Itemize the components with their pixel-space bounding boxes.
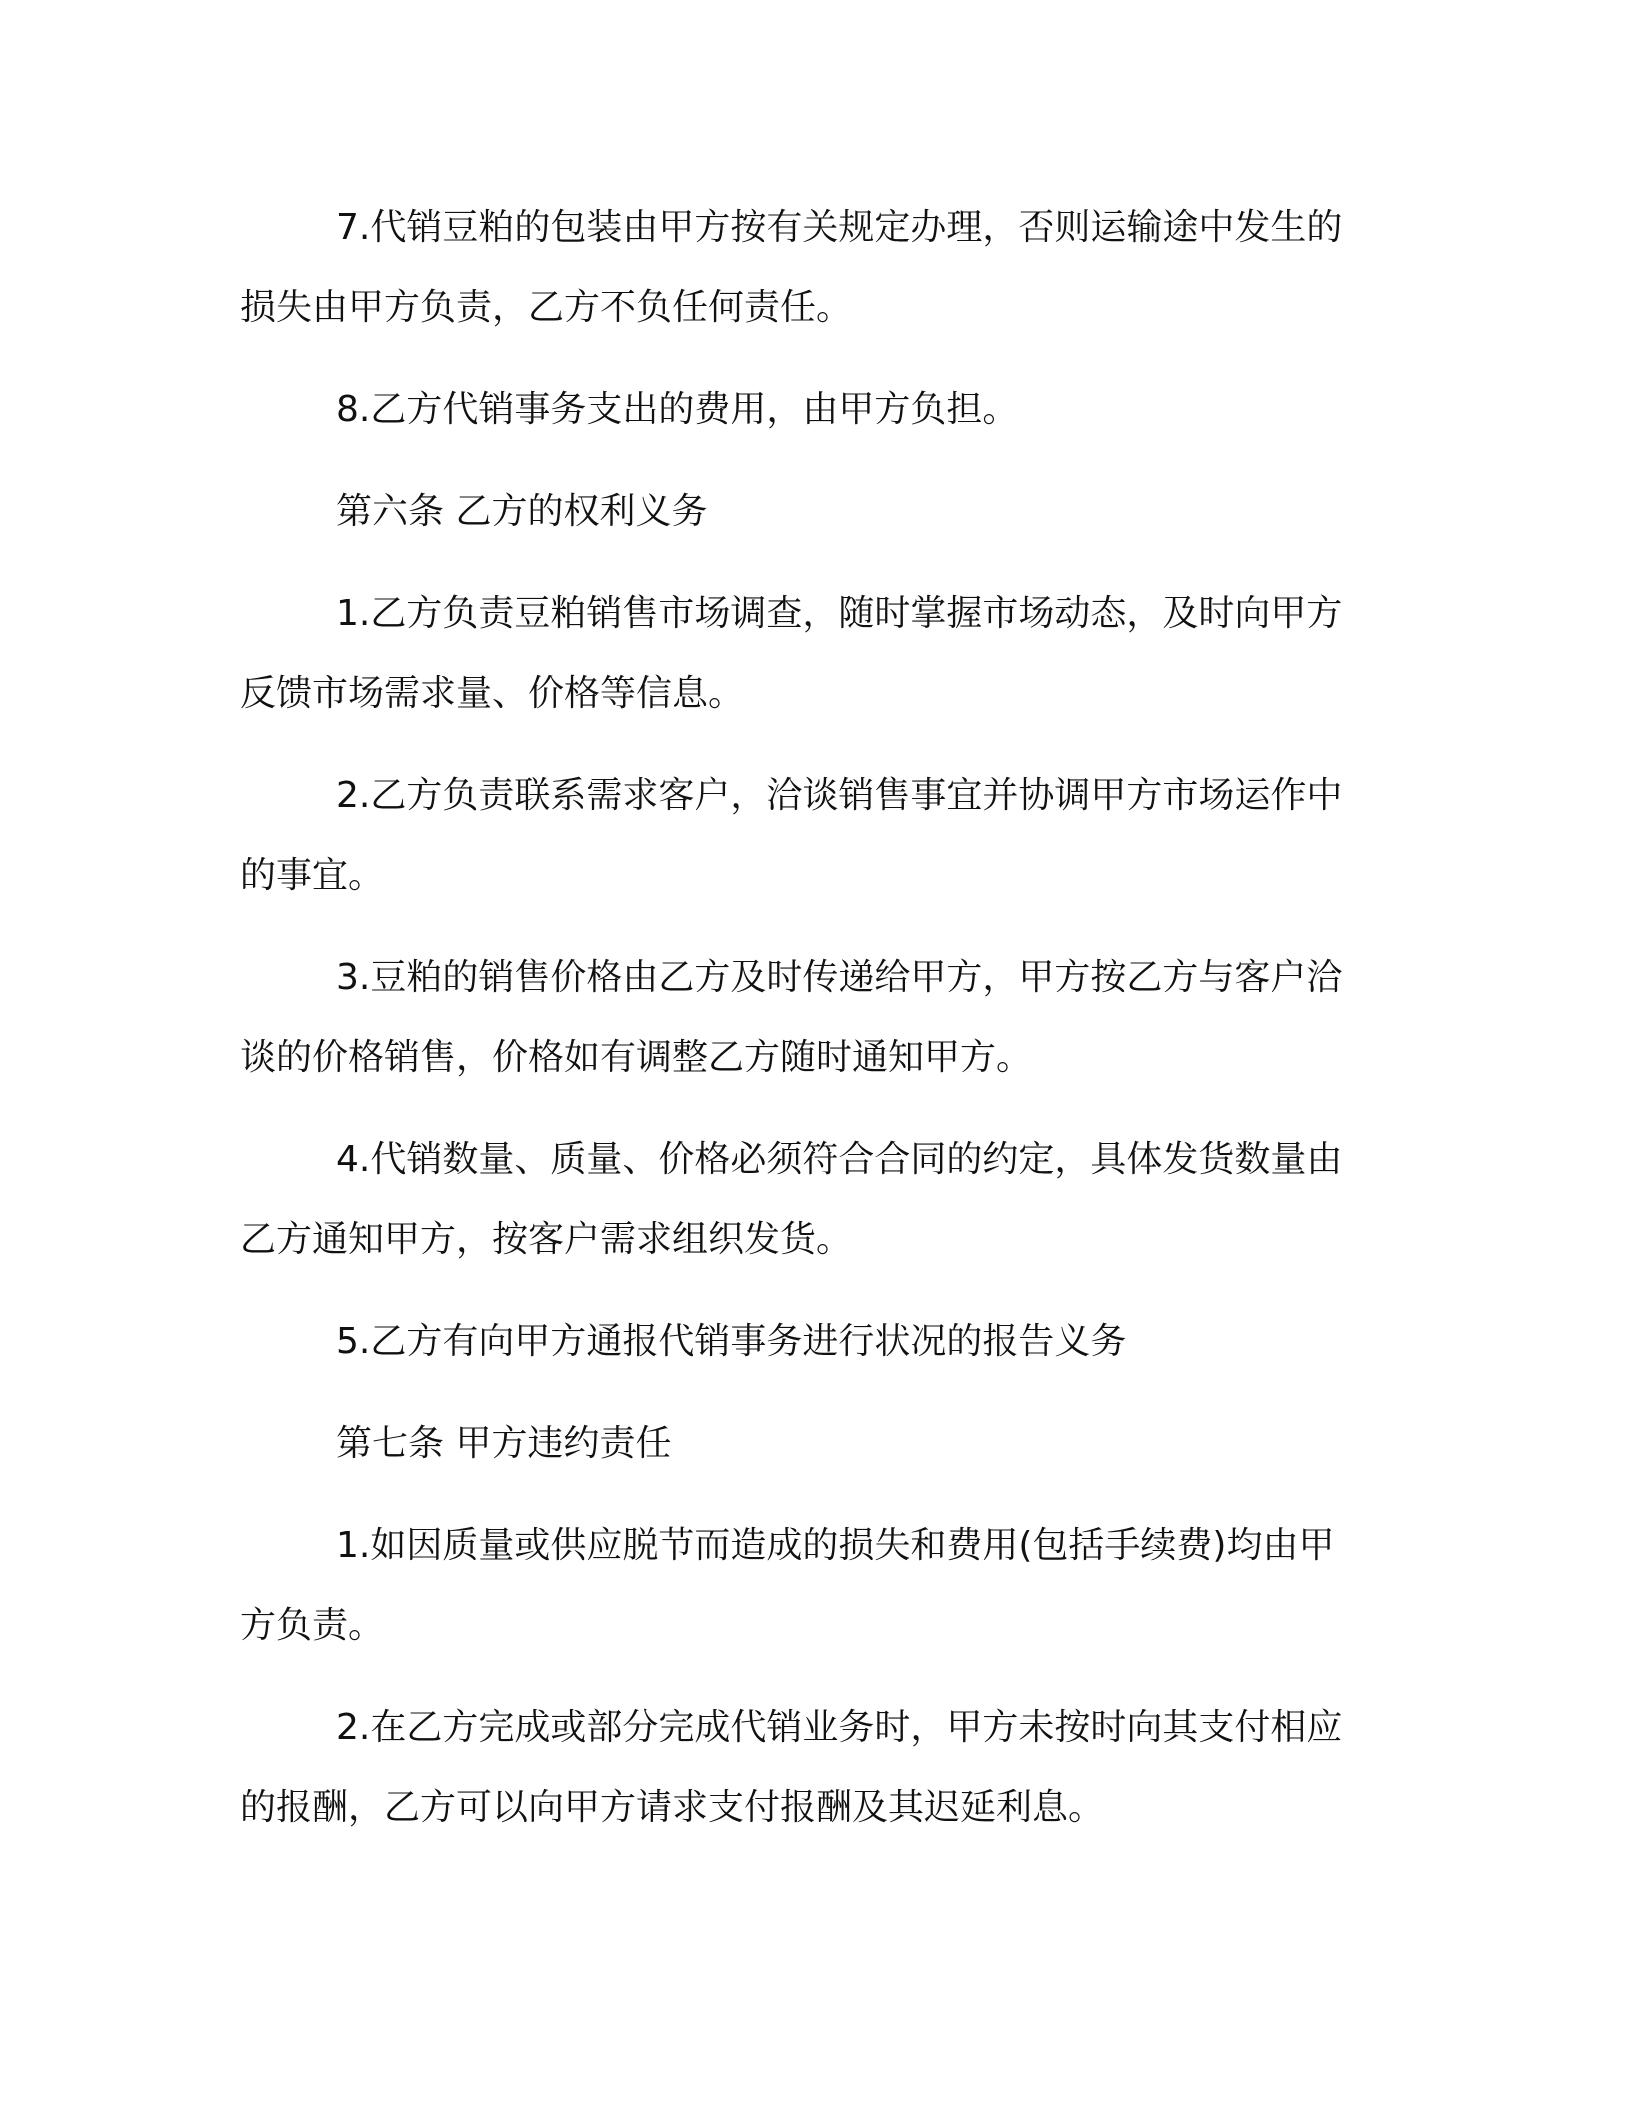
article-6-item-3: 3.豆粕的销售价格由乙方及时传递给甲方，甲方按乙方与客户洽谈的价格销售，价格如有调整乙方随时通知甲方。 xyxy=(240,957,1343,1078)
article-6-item-4: 4.代销数量、质量、价格必须符合合同的约定，具体发货数量由乙方通知甲方，按客户需求组织发货。 xyxy=(240,1139,1343,1260)
document-body xyxy=(240,188,1370,1870)
clause-5-item-8: 8.乙方代销事务支出的费用，由甲方负担。 xyxy=(336,389,1019,430)
article-6-item-5: 5.乙方有向甲方通报代销事务进行状况的报告义务 xyxy=(336,1321,1127,1362)
article-7-heading: 第七条 甲方违约责任 xyxy=(336,1423,672,1464)
article-7-item-1: 1.如因质量或供应脱节而造成的损失和费用(包括手续费)均由甲方负责。 xyxy=(240,1525,1335,1646)
article-6-item-2: 2.乙方负责联系需求客户，洽谈销售事宜并协调甲方市场运作中的事宜。 xyxy=(240,775,1343,896)
clause-5-item-7: 7.代销豆粕的包装由甲方按有关规定办理，否则运输途中发生的损失由甲方负责，乙方不负任何责任。 xyxy=(240,207,1343,328)
article-6-item-1: 1.乙方负责豆粕销售市场调查，随时掌握市场动态，及时向甲方反馈市场需求量、价格等信息。 xyxy=(240,593,1343,714)
article-6-heading: 第六条 乙方的权利义务 xyxy=(336,491,708,532)
article-7-item-2: 2.在乙方完成或部分完成代销业务时，甲方未按时向其支付相应的报酬，乙方可以向甲方请求支付报酬及其迟延利息。 xyxy=(240,1707,1343,1828)
